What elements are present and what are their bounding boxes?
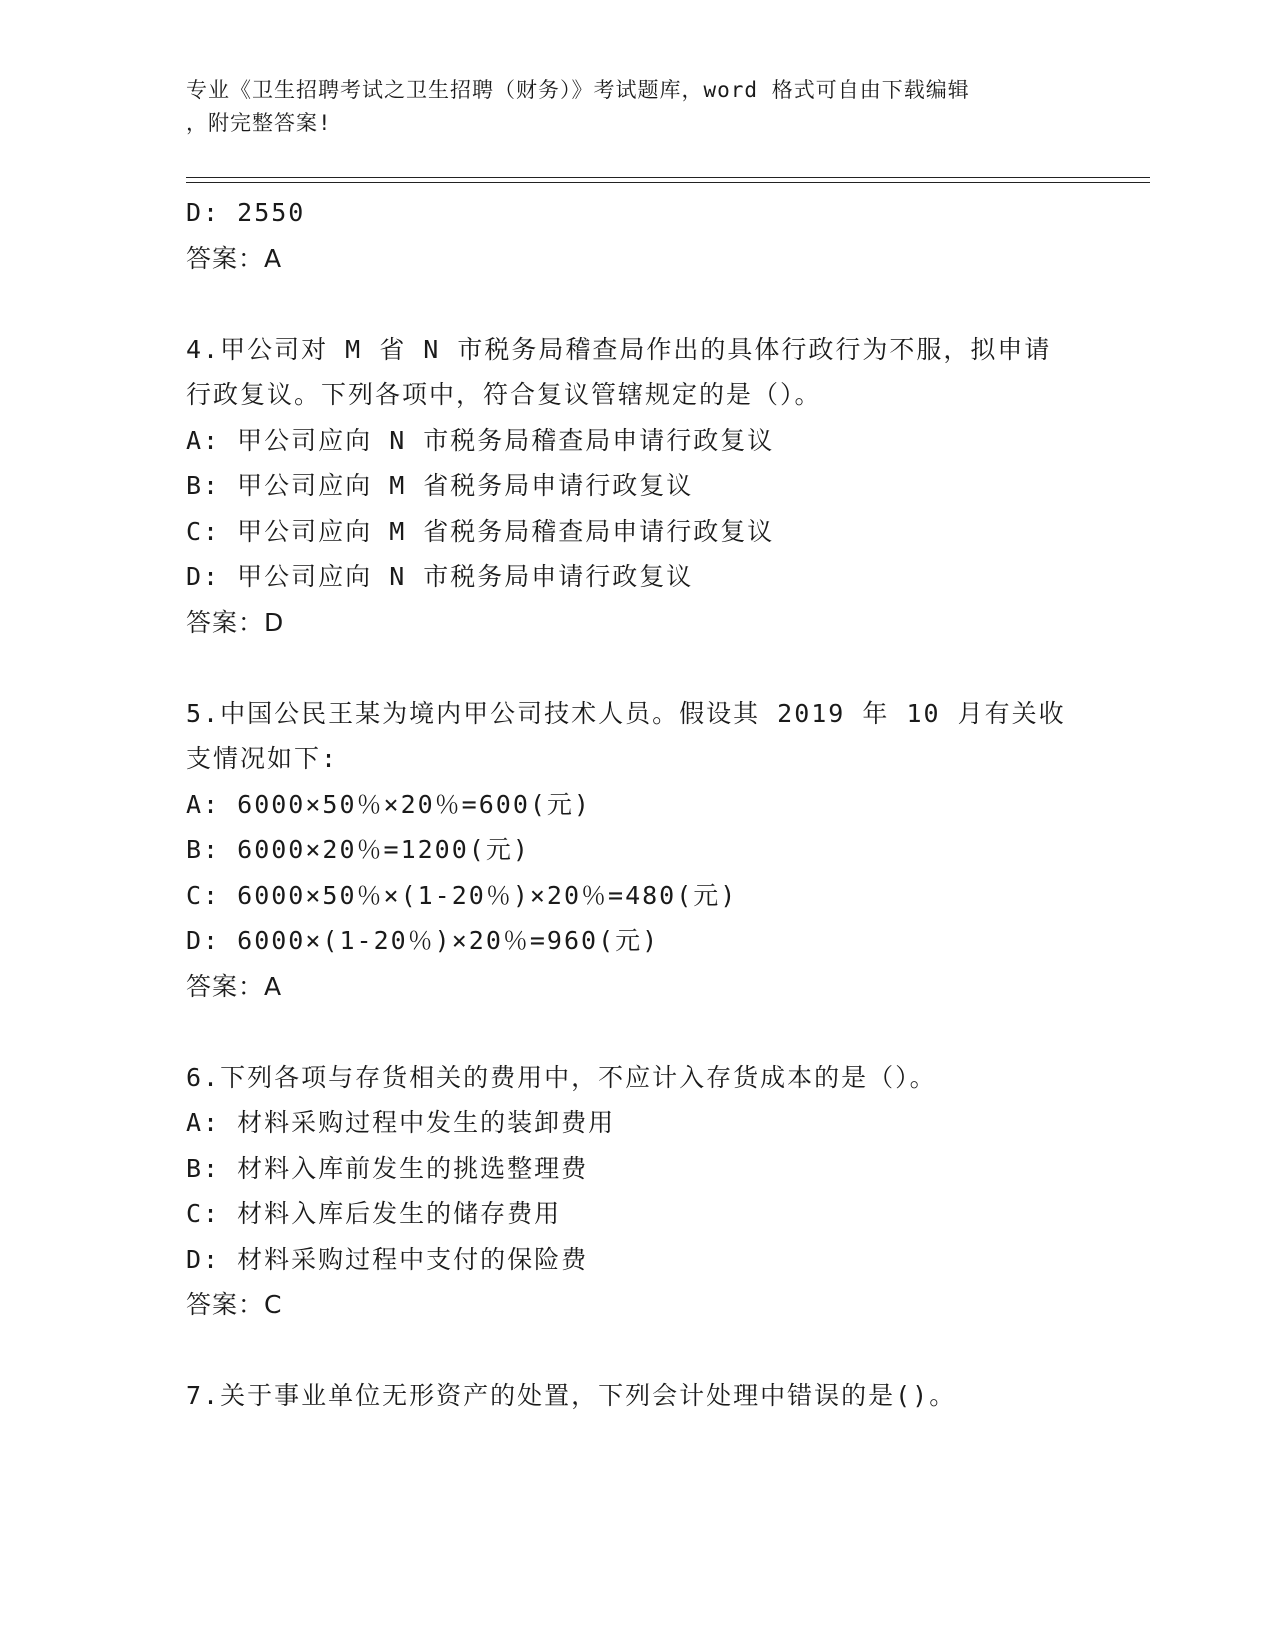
answer-label: 答案：A: [186, 971, 283, 1001]
option-c: C: 甲公司应向 M 省税务局稽查局申请行政复议: [186, 516, 775, 546]
header-divider-bottom: [186, 182, 1150, 183]
question-list: [186, 190, 1086, 1419]
option-b: B: 6000×20％=1200(元): [186, 835, 530, 864]
question-stem-continued: 支情况如下:: [186, 744, 339, 773]
question-stem-continued: 行政复议。下列各项中，符合复议管辖规定的是（）。: [186, 380, 822, 409]
option-d: D: 6000×(1-20％)×20％=960(元): [186, 926, 660, 955]
option-a: A: 材料采购过程中发生的装卸费用: [186, 1108, 616, 1137]
answer-label: 答案：C: [186, 1290, 283, 1319]
document-header: [186, 74, 1086, 140]
option-c: C: 材料入库后发生的储存费用: [186, 1199, 562, 1228]
question-block-5: [186, 691, 1086, 1010]
option-a: A: 甲公司应向 N 市税务局稽查局申请行政复议: [186, 425, 775, 455]
option-b: B: 甲公司应向 M 省税务局申请行政复议: [186, 471, 694, 500]
header-line-2: ，附完整答案!: [186, 111, 332, 135]
question-stem: 7.关于事业单位无形资产的处置，下列会计处理中错误的是()。: [186, 1381, 957, 1410]
option-d: D: 2550: [186, 198, 306, 227]
option-d: D: 材料采购过程中支付的保险费: [186, 1244, 589, 1274]
question-stem: 6.下列各项与存货相关的费用中，不应计入存货成本的是（）。: [186, 1062, 937, 1092]
option-a: A: 6000×50％×20％=600(元): [186, 789, 591, 819]
question-stem: 5.中国公民王某为境内甲公司技术人员。假设其 2019 年 10 月有关收: [186, 698, 1066, 728]
question-block-6: [186, 1055, 1086, 1328]
header-line-1: 专业《卫生招聘考试之卫生招聘（财务）》考试题库，word 格式可自由下载编辑: [186, 78, 970, 102]
question-block-7: [186, 1373, 1086, 1419]
option-b: B: 材料入库前发生的挑选整理费: [186, 1153, 589, 1183]
option-c: C: 6000×50％×(1-20％)×20％=480(元): [186, 880, 738, 910]
question-block-4: [186, 327, 1086, 646]
question-stem: 4.甲公司对 M 省 N 市税务局稽查局作出的具体行政行为不服，拟申请: [186, 334, 1052, 364]
answer-label: 答案：A: [186, 243, 283, 273]
answer-label: 答案：D: [186, 607, 285, 637]
option-d: D: 甲公司应向 N 市税务局申请行政复议: [186, 562, 694, 591]
question-block-3-tail: [186, 190, 1086, 281]
header-divider-top: [186, 177, 1150, 178]
